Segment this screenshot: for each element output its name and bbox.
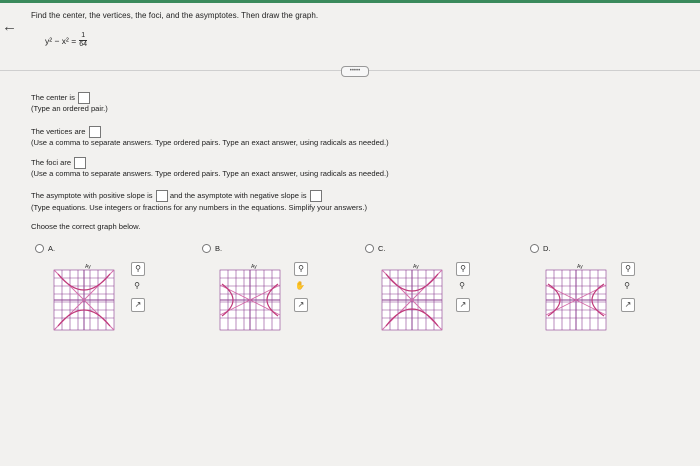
- vertices-answer-box[interactable]: [89, 126, 101, 138]
- top-accent-bar: [0, 0, 700, 3]
- graph-d-zoom-in-icon[interactable]: ⚲: [621, 262, 635, 276]
- foci-line: [31, 157, 86, 169]
- back-arrow-icon[interactable]: ←: [2, 18, 17, 35]
- equation-lhs: y² − x² =: [45, 35, 77, 46]
- graph-c-expand-icon[interactable]: ↗: [456, 298, 470, 312]
- asymptote-pos-box[interactable]: [156, 190, 168, 202]
- asymptote-pos-label: The asymptote with positive slope is: [31, 191, 153, 200]
- asymptote-line: [31, 190, 322, 202]
- center-label: The center is: [31, 93, 75, 102]
- option-d-radio[interactable]: [530, 244, 539, 253]
- option-c-radio[interactable]: [365, 244, 374, 253]
- fraction-denominator: 64: [79, 41, 88, 48]
- option-a-radio[interactable]: [35, 244, 44, 253]
- equation-fraction: [79, 32, 87, 49]
- foci-hint: (Use a comma to separate answers. Type ordered pairs. Type an exact answer, using radicals as needed.): [31, 169, 389, 178]
- graph-a-expand-icon[interactable]: ↗: [131, 298, 145, 312]
- graph-c[interactable]: [380, 262, 444, 332]
- asymptote-neg-label: and the asymptote with negative slope is: [169, 191, 307, 200]
- graph-b-axis-label: Ay: [251, 264, 257, 270]
- option-b-label: B.: [215, 244, 223, 253]
- graph-c-zoom-out-icon[interactable]: ⚲: [459, 281, 465, 290]
- graph-b-hand-icon[interactable]: ✋: [295, 281, 305, 290]
- vertices-line: [31, 126, 101, 138]
- question-instruction: Find the center, the vertices, the foci, and the asymptotes. Then draw the graph.: [31, 11, 319, 20]
- graph-a[interactable]: [52, 262, 116, 332]
- option-d-label: D.: [543, 244, 551, 253]
- graph-a-axis-label: Ay: [85, 264, 91, 270]
- graph-c-zoom-in-icon[interactable]: ⚲: [456, 262, 470, 276]
- asymptote-hint: (Type equations. Use integers or fractions for any numbers in the equations. Simplify your answers.): [31, 203, 367, 212]
- option-c[interactable]: [365, 244, 386, 253]
- center-line: [31, 92, 90, 104]
- graph-a-zoom-out-icon[interactable]: ⚲: [134, 281, 140, 290]
- vertices-hint: (Use a comma to separate answers. Type ordered pairs. Type an exact answer, using radicals as needed.): [31, 138, 389, 147]
- choose-graph-label: Choose the correct graph below.: [31, 222, 141, 231]
- fraction-numerator: 1: [81, 32, 86, 39]
- option-b[interactable]: [202, 244, 222, 253]
- asymptote-neg-box[interactable]: [310, 190, 322, 202]
- more-button[interactable]: •••••: [341, 66, 369, 77]
- graph-d-expand-icon[interactable]: ↗: [621, 298, 635, 312]
- graph-b[interactable]: [218, 262, 282, 332]
- option-a-label: A.: [48, 244, 56, 253]
- option-c-label: C.: [378, 244, 386, 253]
- graph-a-zoom-in-icon[interactable]: ⚲: [131, 262, 145, 276]
- option-b-radio[interactable]: [202, 244, 211, 253]
- equation: [45, 32, 87, 49]
- graph-d[interactable]: [544, 262, 608, 332]
- foci-label: The foci are: [31, 158, 72, 167]
- graph-b-expand-icon[interactable]: ↗: [294, 298, 308, 312]
- graph-c-axis-label: Ay: [413, 264, 419, 270]
- center-answer-box[interactable]: [78, 92, 90, 104]
- option-a[interactable]: [35, 244, 55, 253]
- graph-b-zoom-in-icon[interactable]: ⚲: [294, 262, 308, 276]
- option-d[interactable]: [530, 244, 551, 253]
- center-hint: (Type an ordered pair.): [31, 104, 108, 113]
- foci-answer-box[interactable]: [74, 157, 86, 169]
- graph-d-axis-label: Ay: [577, 264, 583, 270]
- vertices-label: The vertices are: [31, 127, 86, 136]
- graph-d-zoom-out-icon[interactable]: ⚲: [624, 281, 630, 290]
